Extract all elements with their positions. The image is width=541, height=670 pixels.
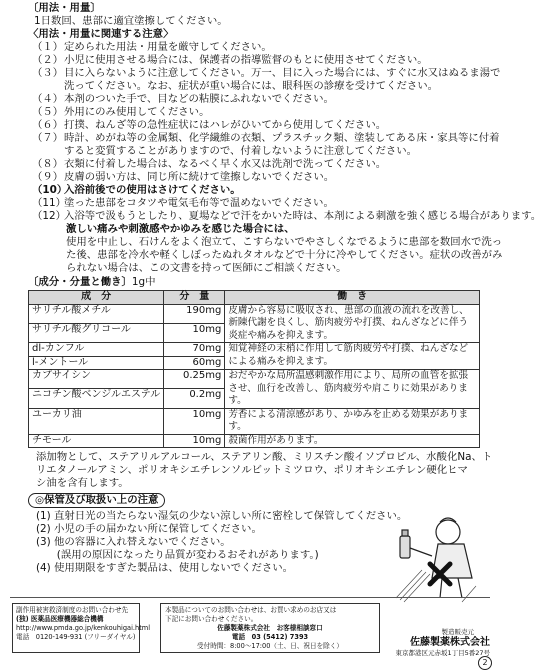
precaution-text: 皮膚の弱い方は、同じ所に続けて塗擦しないでください。 — [64, 171, 335, 183]
precaution-text: 入浴前後での使用はさけてください。 — [64, 184, 241, 196]
table-row — [29, 370, 480, 389]
ingredient-effect: 皮膚から容易に吸収され、患部の血液の流れを改善し、新陳代謝を良くし、筋肉疲労や打撲、ねんざなどに伴う炎症や痛みを抑えます。 — [225, 304, 480, 343]
ingredients-table — [28, 290, 480, 448]
ingredients-heading — [28, 276, 480, 289]
document-body — [28, 2, 541, 575]
precaution-number: （３） — [32, 67, 64, 79]
contact-box — [160, 603, 380, 653]
ingredient-amount: 190mg — [164, 304, 225, 323]
table-row — [29, 304, 480, 323]
ingredient-amount: 0.2mg — [164, 389, 225, 408]
ingredient-name: カプサイシン — [29, 370, 164, 389]
additives-line: リエタノールアミン、ポリオキシエチレンソルビットミツロウ、ポリオキシエチレン硬化ヒマ — [36, 464, 468, 476]
relief-line: 電話 0120-149-931 (フリーダイヤル) — [16, 633, 136, 641]
relief-line: http://www.pmda.go.jp/kenkouhigai.html — [16, 624, 151, 632]
ingredient-name: ユーカリ油 — [29, 408, 164, 434]
table-row — [29, 343, 480, 357]
col-amount: 分 量 — [164, 291, 225, 305]
precaution-number: （８） — [32, 158, 64, 170]
storage-item: (1) 直射日光の当たらない湿気の少ない涼しい所に密栓して保管してください。 — [36, 510, 408, 522]
warning-line: 使用を中止し、石けんをよく泡立て、こすらないでやさしくなでるように患部を数回水で洗っ — [66, 236, 503, 248]
table-row — [29, 434, 480, 448]
precaution-item — [28, 158, 480, 171]
maker-address: 東京都港区元赤坂1丁目5番27号 — [395, 648, 490, 657]
precaution-text: 衣類に付着した場合は、なるべく早く水又は洗剤で洗ってください。 — [64, 158, 387, 170]
precaution-text: すると変質することがありますので、付着しないように注意してください。 — [64, 145, 418, 157]
storage-item: (2) 小児の手の届かない所に保管してください。 — [36, 523, 262, 535]
precaution-item — [28, 119, 480, 132]
precaution-text: 洗ってください。なお、症状が重い場合には、眼科医の診療を受けてください。 — [64, 80, 439, 92]
ingredient-effect: 知覚神経の末梢に作用して筋肉疲労や打撲、ねんざなどによる痛みを抑えます。 — [225, 343, 480, 370]
precaution-item — [28, 106, 480, 119]
precaution-item — [28, 67, 501, 80]
ingredient-effect: おだやかな局所温感刺激作用により、局所の血管を拡張させ、血行を改善し、筋肉疲労や肩こりに効果があります。 — [225, 370, 480, 409]
contact-line: 下記にお問い合わせください。 — [165, 615, 258, 623]
ingredient-name: ニコチン酸ベンジルエステル — [29, 389, 164, 408]
usage-heading: 〔用法・用量〕 — [28, 2, 101, 14]
precaution-number: （２） — [32, 54, 64, 66]
maker-label: 製造販売元 — [441, 628, 474, 636]
page-number: 2 — [478, 656, 492, 670]
ingredient-name: dl-カンフル — [29, 343, 164, 357]
precaution-text: 外用にのみ使用してください。 — [64, 106, 210, 118]
precaution-item — [28, 80, 480, 93]
maker-name: 佐藤製薬株式会社 — [410, 636, 490, 648]
precaution-text: 本剤のついた手で、目などの粘膜にふれないでください。 — [64, 93, 334, 105]
ingredient-effect: 殺菌作用があります。 — [225, 434, 480, 448]
maker-info — [388, 628, 490, 657]
ingredients-title: 〔成分・分量と働き〕 — [28, 276, 132, 288]
ingredient-amount: 60mg — [164, 356, 225, 370]
ingredients-per: 1g中 — [131, 276, 156, 288]
precaution-item — [28, 54, 480, 67]
precaution-item — [28, 132, 500, 145]
relief-system-box — [12, 603, 151, 653]
precaution-text: 小児に使用させる場合には、保護者の指導監督のもとに使用させてください。 — [64, 54, 428, 66]
ingredient-name: l-メントール — [29, 356, 164, 370]
table-row — [29, 408, 480, 434]
warning-heading: 激しい痛みや刺激感やかゆみを感じた場合には、 — [66, 223, 295, 235]
precaution-number: （11） — [32, 197, 67, 209]
child-warning-illustration — [392, 510, 478, 606]
warning-line: られない場合は、この文書を持って医師にご相談ください。 — [66, 262, 347, 274]
warning-text — [28, 236, 503, 275]
precaution-number: （10） — [32, 184, 68, 196]
contact-line: 本製品についてのお問い合わせは、お買い求めのお店又は — [165, 606, 337, 614]
ingredient-name: チモール — [29, 434, 164, 448]
contact-line: 受付時間：8:00～17:00（土、日、祝日を除く） — [197, 642, 343, 650]
relief-line: (独) 医薬品医療機器総合機構 — [16, 615, 104, 623]
precaution-number: （５） — [32, 106, 64, 118]
precaution-item — [28, 210, 541, 223]
storage-heading: ◎保管及び取扱い上の注意 — [28, 493, 165, 508]
ingredient-amount: 10mg — [164, 408, 225, 434]
ingredient-name: サリチル酸メチル — [29, 304, 164, 323]
contact-line: 電話 03 (5412) 7393 — [231, 633, 309, 641]
precautions-heading: 〈用法・用量に関連する注意〉 — [28, 28, 174, 40]
precaution-number: （６） — [32, 119, 64, 131]
ingredient-name: サリチル酸グリコール — [29, 323, 164, 342]
ingredient-amount: 10mg — [164, 434, 225, 448]
ingredient-amount: 0.25mg — [164, 370, 225, 389]
usage-text: 1日数回、患部に適宜塗擦してください。 — [34, 15, 228, 27]
precaution-number: （７） — [32, 132, 64, 144]
table-header-row — [29, 291, 480, 305]
additives-line: 添加物として、ステアリルアルコール、ステアリン酸、ミリスチン酸イソプロピル、水酸化Na、ト — [36, 451, 493, 463]
footer — [10, 597, 490, 658]
precaution-item — [28, 93, 480, 106]
precaution-item — [28, 184, 480, 197]
warning-line: た後、患部を冷水や軽くしぼったぬれタオルなどで十分に冷やしてください。症状の改善がみ — [66, 249, 503, 261]
precautions-list — [28, 41, 541, 223]
col-effect: 働 き — [225, 291, 480, 305]
contact-line: 佐藤製薬株式会社 お客様相談窓口 — [217, 624, 323, 632]
precaution-text: 打撲、ねんざ等の急性症状にはハレがひいてから使用してください。 — [64, 119, 387, 131]
storage-item: (誤用の原因になったり品質が変わるおそれがあります。) — [36, 549, 319, 561]
precaution-text: 目に入らないように注意してください。万一、目に入った場合には、すぐに水又はぬるま湯で — [64, 67, 501, 79]
precaution-item — [28, 145, 480, 158]
storage-item: (3) 他の容器に入れ替えないでください。 — [36, 536, 231, 548]
ingredient-amount: 10mg — [164, 323, 225, 342]
precaution-number: （９） — [32, 171, 64, 183]
child-head-icon — [436, 520, 460, 544]
precaution-number: （12） — [32, 210, 67, 222]
col-ingredient: 成 分 — [29, 291, 164, 305]
precaution-item — [28, 171, 480, 184]
relief-line: 副作用被害救済制度のお問い合わせ先 — [16, 606, 129, 614]
precaution-text: 入浴等で汲もうとしたり、夏場などで汗をかいた時は、本剤による刺激を強く感じる場合があります。 — [64, 210, 541, 222]
precaution-text: 塗った患部をコタツや電気毛布等で温めないでください。 — [64, 197, 334, 209]
precaution-item — [28, 197, 480, 210]
storage-item: (4) 使用期限をすぎた製品は、使用しないでください。 — [36, 562, 294, 574]
precaution-number: （１） — [32, 41, 64, 53]
additives-text — [28, 451, 493, 490]
ingredient-amount: 70mg — [164, 343, 225, 357]
precaution-number: （４） — [32, 93, 64, 105]
additives-line: シ油を含有します。 — [36, 477, 129, 489]
precaution-text: 時計、めがね等の金属類、化学繊維の衣類、プラスチック類、塗装してある床・家具等に付着 — [64, 132, 500, 144]
ingredient-effect: 芳香による清涼感があり、かゆみを止める効果があります。 — [225, 408, 480, 434]
precaution-text: 定められた用法・用量を厳守してください。 — [64, 41, 272, 53]
precaution-item — [28, 41, 480, 54]
